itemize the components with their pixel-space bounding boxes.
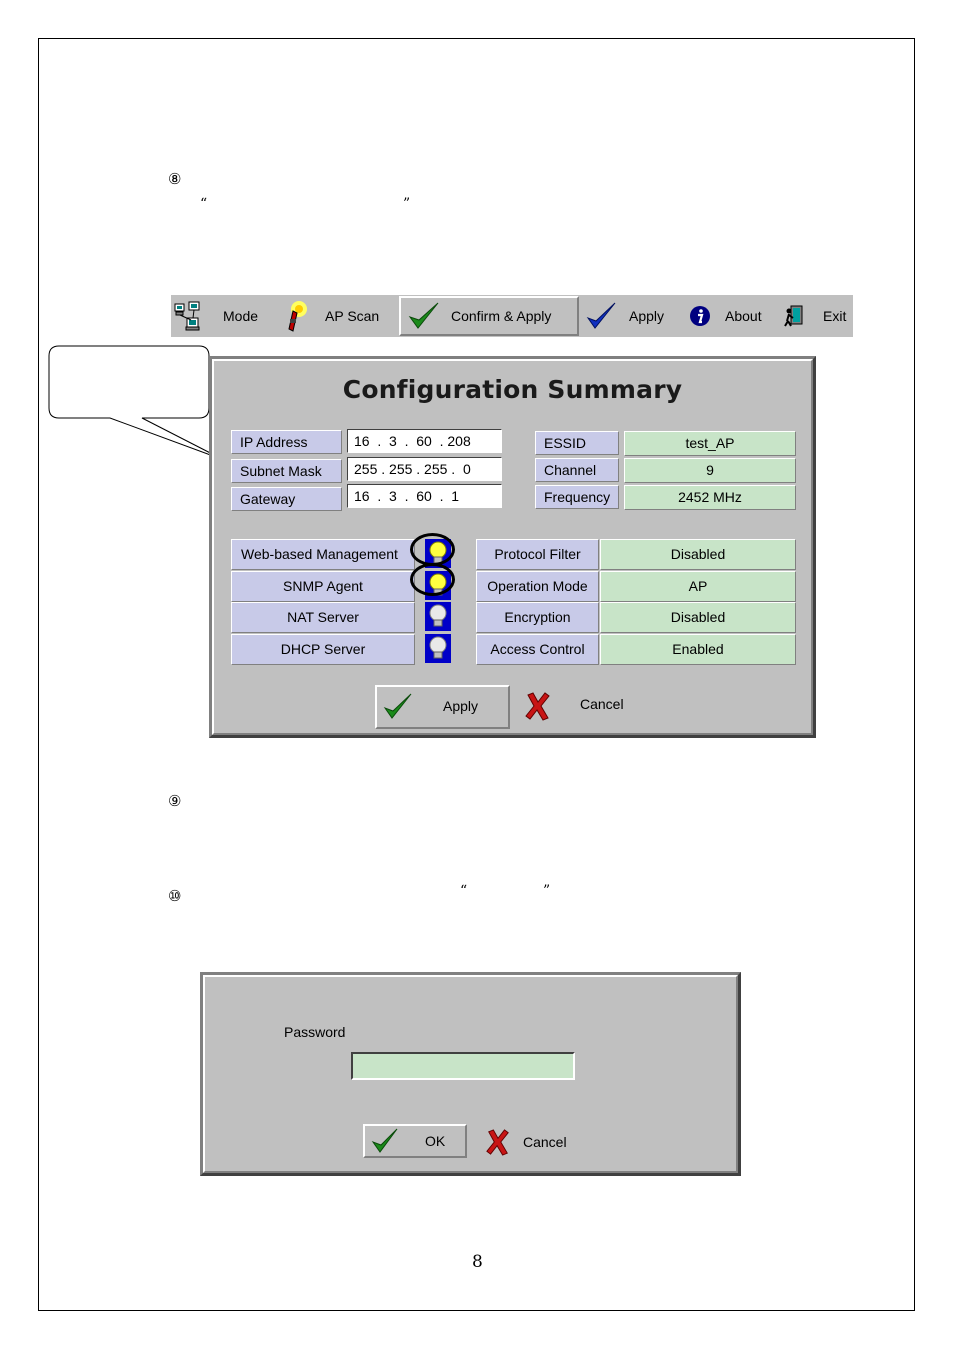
cancel-button[interactable] xyxy=(485,1128,511,1156)
dhcp-server-status-indicator xyxy=(425,634,451,663)
configuration-summary-title: Configuration Summary xyxy=(342,375,683,404)
channel-label: Channel xyxy=(535,458,619,482)
toolbar-confirm-apply[interactable] xyxy=(399,296,579,336)
essid-value: test_AP xyxy=(624,431,796,456)
nat-server-status-indicator xyxy=(425,602,451,631)
ok-button[interactable] xyxy=(363,1124,467,1158)
ok-button-label: OK xyxy=(425,1133,446,1149)
password-input[interactable] xyxy=(351,1052,575,1080)
toolbar-ap-scan-label: AP Scan xyxy=(325,308,380,324)
exit-door-icon xyxy=(783,304,805,328)
operation-mode-value: AP xyxy=(600,571,796,602)
highlight-ring-snmp-agent xyxy=(410,563,455,596)
page-number: 8 xyxy=(472,1252,483,1272)
network-mode-icon xyxy=(173,300,203,332)
toolbar-mode-label: Mode xyxy=(223,308,259,324)
lightbulb-off-icon xyxy=(425,634,451,663)
open-quote: “ xyxy=(460,883,468,899)
encryption-value: Disabled xyxy=(600,602,796,633)
service-label-nat-server: NAT Server xyxy=(231,602,415,633)
access-control-label: Access Control xyxy=(476,634,599,665)
service-label-web-management: Web-based Management xyxy=(231,539,415,570)
main-toolbar xyxy=(171,295,853,337)
toolbar-exit[interactable] xyxy=(783,295,846,337)
password-label: Password xyxy=(284,1024,346,1040)
lightbulb-off-icon xyxy=(425,602,451,631)
password-dialog-panel xyxy=(203,975,738,1173)
info-icon xyxy=(689,305,711,327)
check-icon xyxy=(382,692,414,722)
step-8-marker: ⑧ xyxy=(168,170,182,188)
ip-address-label: IP Address xyxy=(231,430,342,454)
cross-icon xyxy=(524,691,552,721)
gateway-field[interactable]: 16 . 3 . 60 . 1 xyxy=(347,484,502,508)
confirm-check-icon xyxy=(407,300,441,332)
cancel-button-label: Cancel xyxy=(580,696,624,712)
toolbar-about[interactable] xyxy=(689,295,762,337)
step-10-marker: ⑩ xyxy=(168,887,182,905)
apply-check-icon xyxy=(585,300,617,332)
step-9-marker: ⑨ xyxy=(168,792,182,810)
toolbar-about-label: About xyxy=(725,308,762,324)
apply-button-label: Apply xyxy=(443,698,479,714)
encryption-label: Encryption xyxy=(476,602,599,633)
check-icon xyxy=(370,1127,400,1155)
callout-bubble xyxy=(49,346,209,418)
gateway-label: Gateway xyxy=(231,487,342,511)
configuration-summary-panel xyxy=(212,359,813,735)
operation-mode-label: Operation Mode xyxy=(476,571,599,602)
service-label-dhcp-server: DHCP Server xyxy=(231,634,415,665)
toolbar-apply-label: Apply xyxy=(629,308,665,324)
protocol-filter-label: Protocol Filter xyxy=(476,539,599,570)
cancel-button[interactable] xyxy=(524,691,552,721)
open-quote: “ xyxy=(200,196,208,212)
ap-scan-icon xyxy=(281,299,311,333)
apply-button[interactable] xyxy=(375,685,510,729)
configuration-summary-window xyxy=(209,356,816,738)
toolbar-ap-scan[interactable] xyxy=(281,295,379,337)
toolbar-exit-label: Exit xyxy=(823,308,847,324)
toolbar-apply[interactable] xyxy=(585,295,664,337)
toolbar-mode[interactable] xyxy=(173,295,258,337)
service-label-snmp-agent: SNMP Agent xyxy=(231,571,415,602)
close-quote: ” xyxy=(543,883,551,899)
protocol-filter-value: Disabled xyxy=(600,539,796,570)
password-dialog xyxy=(200,972,741,1176)
essid-label: ESSID xyxy=(535,431,619,455)
cross-icon xyxy=(485,1128,511,1156)
subnet-mask-label: Subnet Mask xyxy=(231,459,342,483)
toolbar-confirm-apply-label: Confirm & Apply xyxy=(451,308,552,324)
ip-address-field[interactable]: 16 . 3 . 60 . 208 xyxy=(347,429,502,453)
close-quote: ” xyxy=(403,196,411,212)
subnet-mask-field[interactable]: 255 . 255 . 255 . 0 xyxy=(347,457,502,481)
frequency-label: Frequency xyxy=(535,485,619,509)
channel-value: 9 xyxy=(624,458,796,483)
access-control-value: Enabled xyxy=(600,634,796,665)
highlight-ring-web-management xyxy=(410,533,455,566)
frequency-value: 2452 MHz xyxy=(624,485,796,510)
cancel-button-label: Cancel xyxy=(523,1134,567,1150)
